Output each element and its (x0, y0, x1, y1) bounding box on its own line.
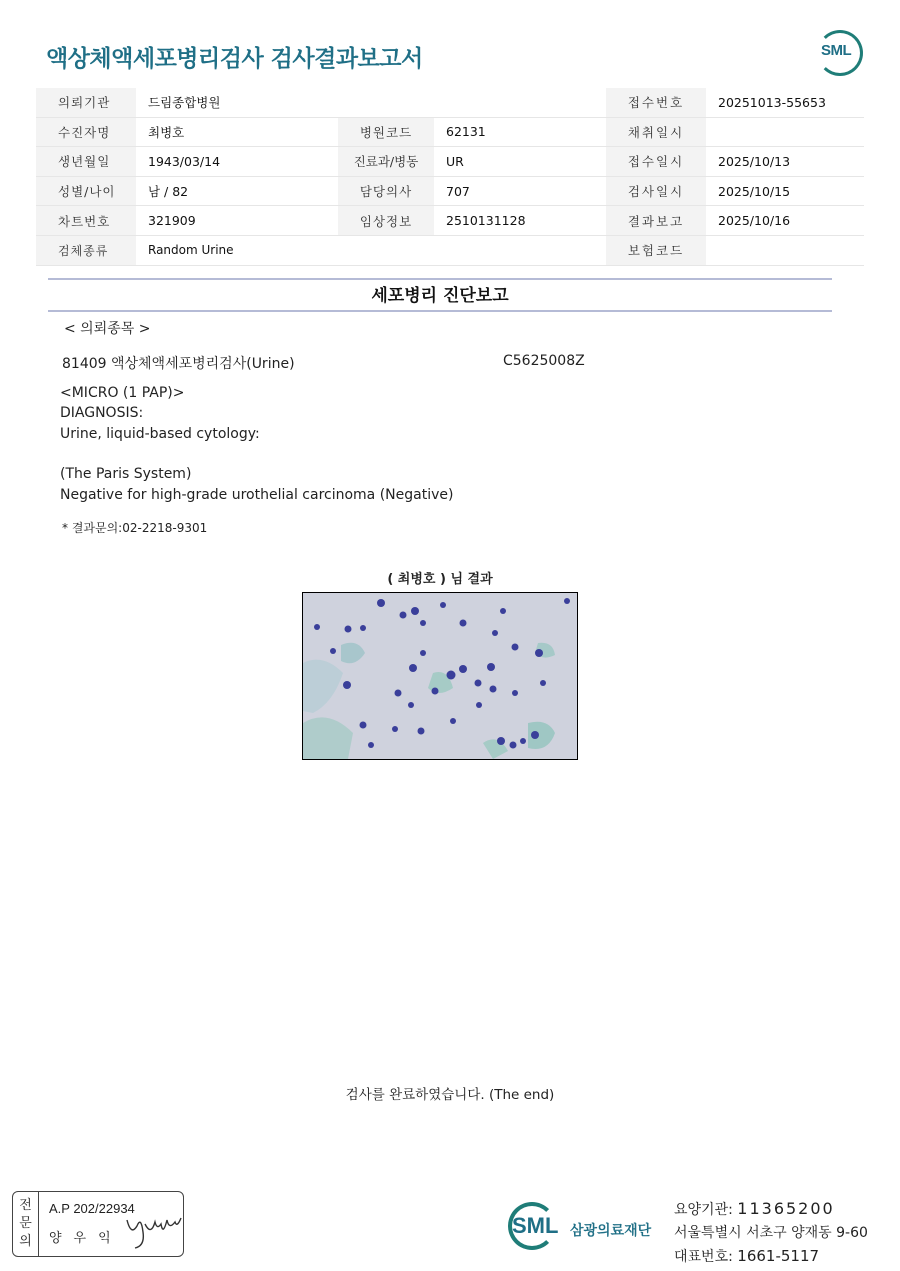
label-chart-number: 차트번호 (36, 206, 136, 236)
value-clinical-info: 2510131128 (434, 206, 596, 236)
value-specimen-type: Random Urine (136, 235, 606, 265)
image-caption: ( 최병호 ) 님 결과 (387, 572, 493, 587)
value-collection-date (706, 117, 864, 147)
footer-logo-text: SML (512, 1213, 559, 1238)
report-title: 액상체액세포병리검사 검사결과보고서 (46, 46, 423, 72)
end-message: 검사를 완료하였습니다. (The end) (345, 1087, 555, 1103)
spacer (596, 206, 606, 236)
table-row (36, 88, 864, 117)
pathologist-stamp (12, 1191, 184, 1257)
label-sex-age: 성별/나이 (36, 176, 136, 206)
label-receipt-number: 접수번호 (606, 88, 706, 117)
value-hospital-code: 62131 (434, 117, 596, 147)
value-sex-age: 남 / 82 (136, 176, 338, 206)
stamp-side-label (13, 1192, 39, 1256)
label-insurance-code: 보험코드 (606, 235, 706, 265)
table-row (36, 176, 864, 206)
label-specimen-type: 검체종류 (36, 235, 136, 265)
spacer (596, 176, 606, 206)
label-clinical-info: 임상정보 (338, 206, 434, 236)
value-test-date: 2025/10/15 (706, 176, 864, 206)
label-collection-date: 채취일시 (606, 117, 706, 147)
label-test-date: 검사일시 (606, 176, 706, 206)
value-chart-number: 321909 (136, 206, 338, 236)
divider-bottom (48, 310, 832, 312)
cytology-micrograph (302, 592, 578, 760)
label-hospital-code: 병원코드 (338, 117, 434, 147)
footer-info (674, 1197, 868, 1269)
order-header: < 의뢰종목 > (64, 321, 151, 337)
organization-name: 삼광의료재단 (570, 1223, 652, 1239)
value-receipt-date: 2025/10/13 (706, 147, 864, 177)
table-row (36, 235, 864, 265)
phone-label: 대표번호: (674, 1249, 733, 1265)
patient-info-table (36, 88, 864, 266)
table-row (36, 147, 864, 177)
spacer (596, 147, 606, 177)
label-birth-date: 생년월일 (36, 147, 136, 177)
signature-icon (123, 1206, 183, 1251)
divider-top (48, 278, 832, 280)
logo-text: SML (821, 42, 852, 59)
footer-address: 서울특별시 서초구 양재동 9-60 (674, 1225, 868, 1241)
label-patient-name: 수진자명 (36, 117, 136, 147)
value-patient-name: 최병호 (136, 117, 338, 147)
stamp-license-number: A.P 202/22934 (49, 1201, 135, 1216)
sml-footer-logo (508, 1198, 668, 1258)
footer-code-line (674, 1197, 868, 1222)
label-physician: 담당의사 (338, 176, 434, 206)
table-row (36, 206, 864, 236)
value-receipt-number: 20251013-55653 (706, 88, 864, 117)
table-row (36, 117, 864, 147)
footer-phone-line (674, 1245, 868, 1269)
label-report-date: 결과보고 (606, 206, 706, 236)
micrograph-image (303, 593, 577, 759)
value-insurance-code (706, 235, 864, 265)
stamp-pathologist-name: 양우익 (49, 1231, 123, 1246)
value-department: UR (434, 147, 596, 177)
code-label: 요양기관: (674, 1202, 733, 1218)
order-line: 81409 액상체액세포병리검사(Urine) (62, 356, 295, 372)
report-line-micro: <MICRO (1 PAP)> (60, 385, 185, 401)
phone-value: 1661-5117 (737, 1247, 820, 1265)
stamp-side-text: 전문의 (19, 1198, 32, 1249)
value-physician: 707 (434, 176, 596, 206)
report-line-result: Negative for high-grade urothelial carcinoma (Negative) (60, 487, 454, 503)
value-referring-institution: 드림종합병원 (136, 88, 606, 117)
report-line-system: (The Paris System) (60, 466, 192, 482)
value-report-date: 2025/10/16 (706, 206, 864, 236)
label-department: 진료과/병동 (338, 147, 434, 177)
contact-info: * 결과문의:02-2218-9301 (62, 521, 208, 535)
section-title: 세포병리 진단보고 (371, 286, 509, 306)
report-line-diagnosis: DIAGNOSIS: (60, 405, 144, 421)
spacer (596, 117, 606, 147)
order-code: C5625008Z (503, 353, 585, 369)
report-line-specimen: Urine, liquid-based cytology: (60, 426, 260, 442)
code-value: 11365200 (737, 1199, 835, 1218)
label-referring-institution: 의뢰기관 (36, 88, 136, 117)
value-birth-date: 1943/03/14 (136, 147, 338, 177)
sml-logo (817, 30, 861, 74)
label-receipt-date: 접수일시 (606, 147, 706, 177)
